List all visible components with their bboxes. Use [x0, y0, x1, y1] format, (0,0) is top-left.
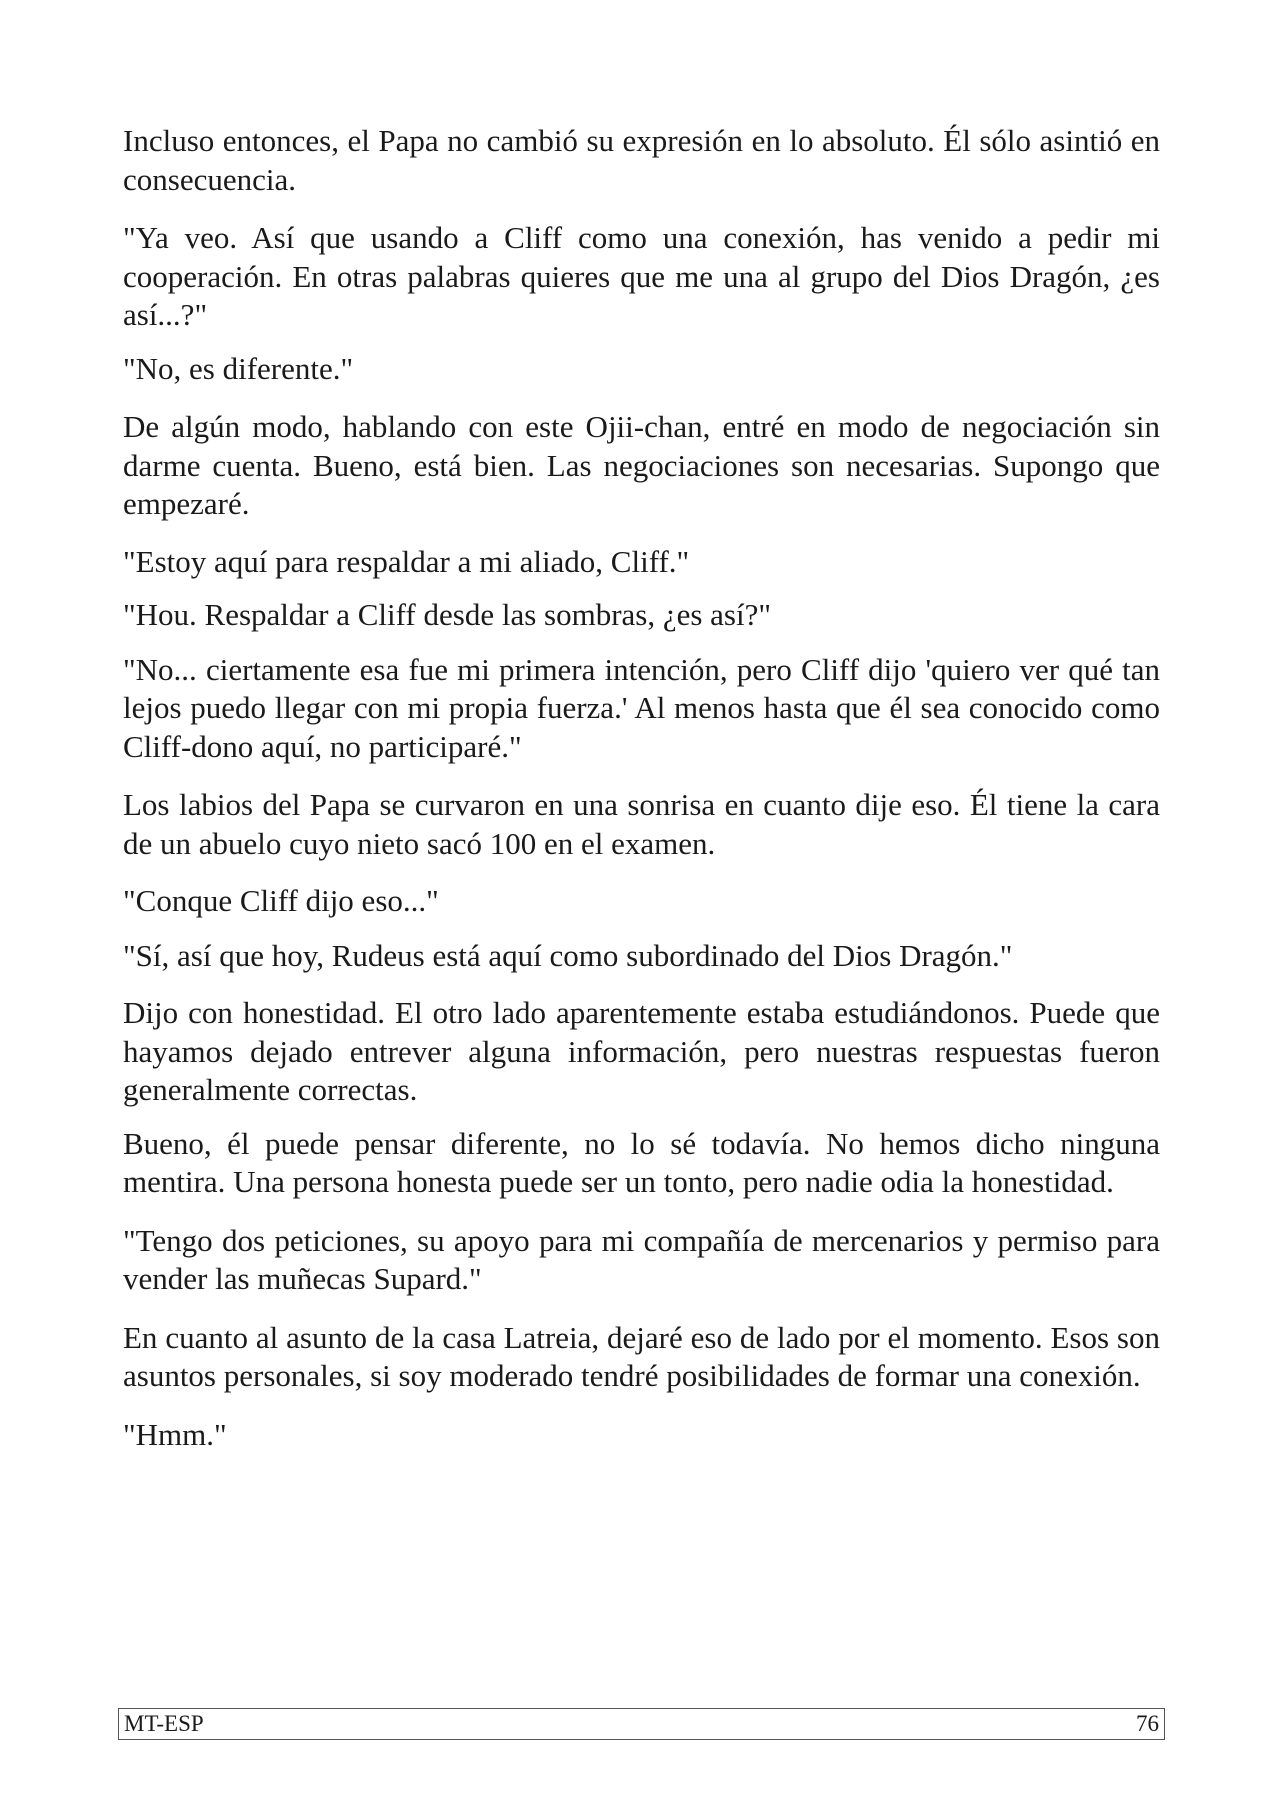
paragraph: Incluso entonces, el Papa no cambió su expresión en lo absoluto. Él sólo asintió en consecuencia.: [123, 123, 1160, 197]
paragraph: "Conque Cliff dijo eso...": [123, 883, 439, 918]
paragraph: Los labios del Papa se curvaron en una sonrisa en cuanto dije eso. Él tiene la cara de un abuelo cuyo nieto sacó 100 en el examen.: [123, 787, 1160, 861]
paragraph: "Tengo dos peticiones, su apoyo para mi compañía de mercenarios y permiso para vender las muñecas Supard.": [123, 1222, 1160, 1296]
page-footer: [118, 1708, 1165, 1740]
paragraph: "Hmm.": [123, 1416, 227, 1452]
paragraph: De algún modo, hablando con este Ojii-chan, entré en modo de negociación sin darme cuenta. Bueno, está bien. Las negociaciones son necesarias. Supongo que empezaré.: [123, 409, 1160, 521]
paragraph: "No, es diferente.": [123, 350, 354, 386]
paragraph: En cuanto al asunto de la casa Latreia, dejaré eso de lado por el momento. Esos son asuntos personales, si soy moderado tendré posibilidades de formar una conexión.: [123, 1319, 1160, 1393]
paragraph: "Ya veo. Así que usando a Cliff como una conexión, has venido a pedir mi cooperación. En otras palabras quieres que me una al grupo del Dios Dragón, ¿es así...?": [123, 220, 1160, 332]
paragraph: Dijo con honestidad. El otro lado aparentemente estaba estudiándonos. Puede que hayamos dejado entrever alguna información, pero nuestras respuestas fueron generalmente correctas.: [123, 995, 1160, 1107]
paragraph: "No... ciertamente esa fue mi primera intención, pero Cliff dijo 'quiero ver qué tan lejos puedo llegar con mi propia fuerza.' Al menos hasta que él sea conocido como Cliff-dono aquí, no participaré.": [123, 651, 1160, 764]
page-body: [123, 122, 1160, 1454]
footer-label: MT-ESP: [124, 1711, 204, 1736]
paragraph: "Hou. Respaldar a Cliff desde las sombras, ¿es así?": [123, 597, 772, 632]
paragraph: "Estoy aquí para respaldar a mi aliado, Cliff.": [123, 543, 690, 579]
page-number: 76: [1136, 1711, 1159, 1736]
paragraph: "Sí, así que hoy, Rudeus está aquí como subordinado del Dios Dragón.": [123, 937, 1013, 973]
paragraph: Bueno, él puede pensar diferente, no lo sé todavía. No hemos dicho ninguna mentira. Una persona honesta puede ser un tonto, pero nadie odia la honestidad.: [123, 1125, 1160, 1199]
